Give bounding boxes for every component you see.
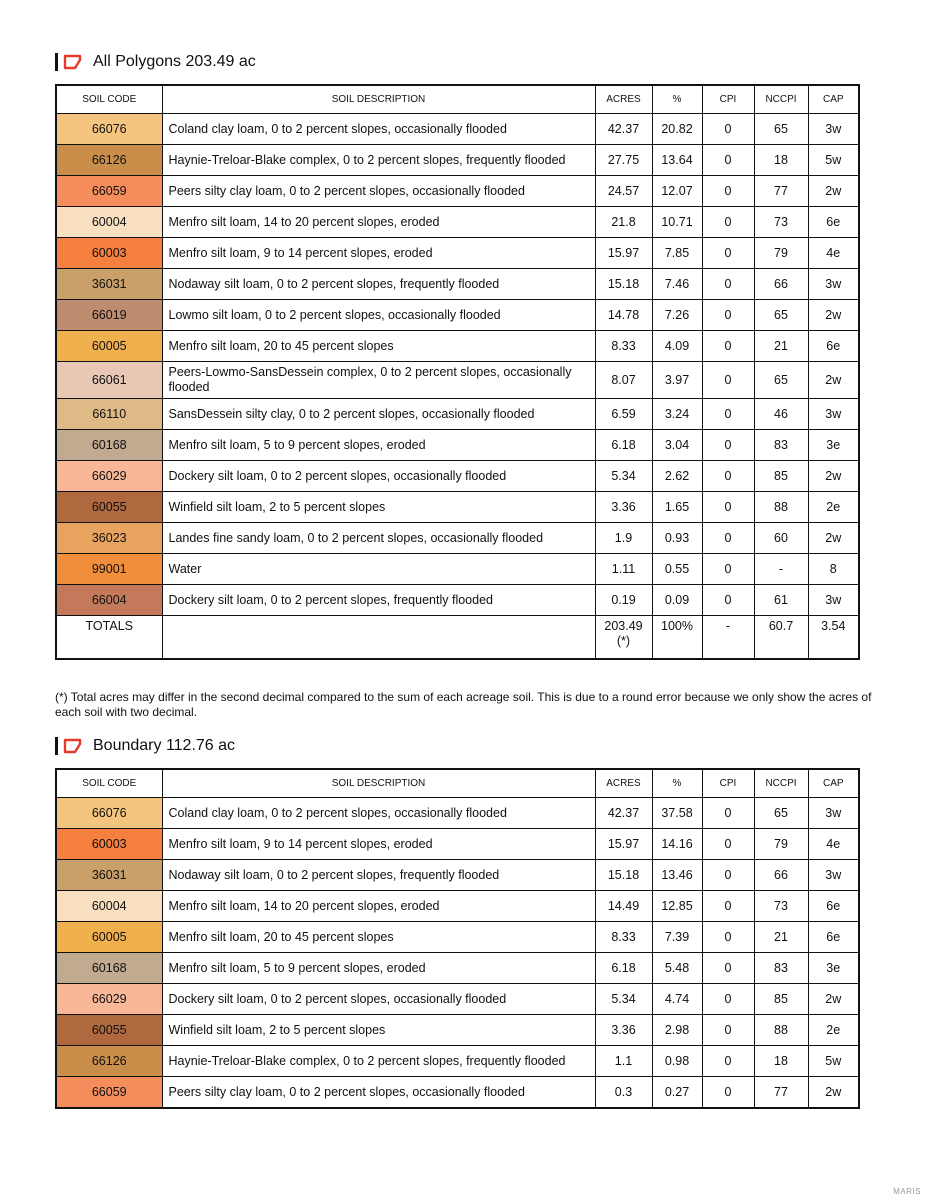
- cpi-cell: 0: [702, 554, 754, 585]
- cap-cell: 6e: [808, 922, 859, 953]
- col-soil-code: SOIL CODE: [56, 85, 162, 114]
- cap-cell: 2w: [808, 461, 859, 492]
- table-row: [56, 176, 859, 207]
- cap-cell: 5w: [808, 1046, 859, 1077]
- nccpi-cell: 79: [754, 238, 808, 269]
- table-row: [56, 984, 859, 1015]
- table-row: [56, 114, 859, 145]
- col-soil-description: SOIL DESCRIPTION: [162, 85, 595, 114]
- acres-cell: 15.97: [595, 238, 652, 269]
- percent-cell: 0.27: [652, 1077, 702, 1109]
- cap-cell: 2w: [808, 984, 859, 1015]
- acres-cell: 6.18: [595, 430, 652, 461]
- cap-cell: 3w: [808, 399, 859, 430]
- table-row: [56, 461, 859, 492]
- soil-code-cell: 66004: [56, 585, 162, 616]
- acres-cell: 1.11: [595, 554, 652, 585]
- col-cpi: CPI: [702, 85, 754, 114]
- cap-cell: 3w: [808, 269, 859, 300]
- acres-cell: 24.57: [595, 176, 652, 207]
- table-row: [56, 145, 859, 176]
- percent-cell: 13.46: [652, 860, 702, 891]
- percent-cell: 3.24: [652, 399, 702, 430]
- percent-cell: 4.74: [652, 984, 702, 1015]
- cpi-cell: 0: [702, 1077, 754, 1109]
- totals-cpi: -: [702, 616, 754, 660]
- soil-code-cell: 36023: [56, 523, 162, 554]
- soil-code-cell: 66059: [56, 1077, 162, 1109]
- cap-cell: 2w: [808, 1077, 859, 1109]
- cpi-cell: 0: [702, 523, 754, 554]
- header-bar: [55, 737, 58, 755]
- acres-cell: 14.49: [595, 891, 652, 922]
- soil-code-cell: 60168: [56, 953, 162, 984]
- nccpi-cell: 77: [754, 176, 808, 207]
- soil-code-cell: 66110: [56, 399, 162, 430]
- percent-cell: 14.16: [652, 829, 702, 860]
- cpi-cell: 0: [702, 984, 754, 1015]
- col-nccpi: NCCPI: [754, 769, 808, 798]
- percent-cell: 0.98: [652, 1046, 702, 1077]
- nccpi-cell: 73: [754, 207, 808, 238]
- soil-description-cell: Peers-Lowmo-SansDessein complex, 0 to 2 percent slopes, occasionally flooded: [162, 362, 595, 399]
- soil-code-cell: 60005: [56, 922, 162, 953]
- acres-cell: 42.37: [595, 114, 652, 145]
- cpi-cell: 0: [702, 362, 754, 399]
- percent-cell: 7.26: [652, 300, 702, 331]
- table-header-row: [56, 85, 859, 114]
- nccpi-cell: 83: [754, 430, 808, 461]
- acres-cell: 6.18: [595, 953, 652, 984]
- table-row: [56, 523, 859, 554]
- soil-code-cell: 60168: [56, 430, 162, 461]
- soil-description-cell: Menfro silt loam, 20 to 45 percent slopes: [162, 922, 595, 953]
- nccpi-cell: 65: [754, 300, 808, 331]
- nccpi-cell: 79: [754, 829, 808, 860]
- totals-pct: 100%: [652, 616, 702, 660]
- soil-description-cell: Water: [162, 554, 595, 585]
- table-row: [56, 922, 859, 953]
- nccpi-cell: 60: [754, 523, 808, 554]
- cpi-cell: 0: [702, 300, 754, 331]
- soil-code-cell: 66126: [56, 145, 162, 176]
- acres-cell: 6.59: [595, 399, 652, 430]
- nccpi-cell: 83: [754, 953, 808, 984]
- soil-code-cell: 60005: [56, 331, 162, 362]
- cap-cell: 3e: [808, 430, 859, 461]
- soil-code-cell: 66126: [56, 1046, 162, 1077]
- cap-cell: 3w: [808, 798, 859, 829]
- percent-cell: 4.09: [652, 331, 702, 362]
- soil-description-cell: Haynie-Treloar-Blake complex, 0 to 2 percent slopes, frequently flooded: [162, 1046, 595, 1077]
- cap-cell: 3e: [808, 953, 859, 984]
- cpi-cell: 0: [702, 269, 754, 300]
- percent-cell: 12.85: [652, 891, 702, 922]
- cpi-cell: 0: [702, 461, 754, 492]
- table-row: [56, 300, 859, 331]
- footnote: (*) Total acres may differ in the second decimal compared to the sum of each acreage soil. This is due to a round error because we only show the acres of each soil with two decimal.: [55, 690, 872, 719]
- table-row: [56, 1015, 859, 1046]
- col-cpi: CPI: [702, 769, 754, 798]
- cap-cell: 4e: [808, 238, 859, 269]
- cpi-cell: 0: [702, 399, 754, 430]
- cpi-cell: 0: [702, 145, 754, 176]
- col-cap: CAP: [808, 85, 859, 114]
- totals-desc: [162, 616, 595, 660]
- soil-code-cell: 36031: [56, 269, 162, 300]
- acres-cell: 8.33: [595, 331, 652, 362]
- nccpi-cell: 21: [754, 922, 808, 953]
- nccpi-cell: 65: [754, 114, 808, 145]
- soil-description-cell: Menfro silt loam, 14 to 20 percent slopes, eroded: [162, 891, 595, 922]
- cpi-cell: 0: [702, 238, 754, 269]
- soil-description-cell: Menfro silt loam, 9 to 14 percent slopes, eroded: [162, 238, 595, 269]
- totals-row: [56, 616, 859, 660]
- cap-cell: 5w: [808, 145, 859, 176]
- soil-description-cell: Menfro silt loam, 5 to 9 percent slopes, eroded: [162, 430, 595, 461]
- cap-cell: 2w: [808, 176, 859, 207]
- cap-cell: 6e: [808, 891, 859, 922]
- table-row: [56, 798, 859, 829]
- soil-code-cell: 60003: [56, 829, 162, 860]
- soil-code-cell: 66029: [56, 984, 162, 1015]
- soil-description-cell: Landes fine sandy loam, 0 to 2 percent slopes, occasionally flooded: [162, 523, 595, 554]
- nccpi-cell: 65: [754, 362, 808, 399]
- table-header-row: [56, 769, 859, 798]
- cap-cell: 3w: [808, 585, 859, 616]
- table-row: [56, 331, 859, 362]
- nccpi-cell: 77: [754, 1077, 808, 1109]
- soil-description-cell: Dockery silt loam, 0 to 2 percent slopes, frequently flooded: [162, 585, 595, 616]
- soil-description-cell: Dockery silt loam, 0 to 2 percent slopes, occasionally flooded: [162, 984, 595, 1015]
- col-percent: %: [652, 85, 702, 114]
- acres-cell: 27.75: [595, 145, 652, 176]
- soil-description-cell: Dockery silt loam, 0 to 2 percent slopes, occasionally flooded: [162, 461, 595, 492]
- all-polygons-table: [55, 84, 860, 660]
- acres-cell: 1.9: [595, 523, 652, 554]
- soil-code-cell: 60055: [56, 492, 162, 523]
- table-row: [56, 492, 859, 523]
- soil-description-cell: SansDessein silty clay, 0 to 2 percent slopes, occasionally flooded: [162, 399, 595, 430]
- nccpi-cell: 85: [754, 984, 808, 1015]
- acres-cell: 15.18: [595, 860, 652, 891]
- acres-cell: 21.8: [595, 207, 652, 238]
- totals-acres: 203.49(*): [595, 616, 652, 660]
- cap-cell: 3w: [808, 114, 859, 145]
- soil-code-cell: 99001: [56, 554, 162, 585]
- table-row: [56, 860, 859, 891]
- col-cap: CAP: [808, 769, 859, 798]
- soil-code-cell: 60003: [56, 238, 162, 269]
- percent-cell: 13.64: [652, 145, 702, 176]
- cpi-cell: 0: [702, 1015, 754, 1046]
- percent-cell: 0.09: [652, 585, 702, 616]
- cap-cell: 3w: [808, 860, 859, 891]
- acres-cell: 42.37: [595, 798, 652, 829]
- table-row: [56, 554, 859, 585]
- cap-cell: 2e: [808, 1015, 859, 1046]
- percent-cell: 7.85: [652, 238, 702, 269]
- cap-cell: 8: [808, 554, 859, 585]
- nccpi-cell: 18: [754, 145, 808, 176]
- cpi-cell: 0: [702, 114, 754, 145]
- acres-cell: 0.19: [595, 585, 652, 616]
- nccpi-cell: 85: [754, 461, 808, 492]
- soil-code-cell: 60055: [56, 1015, 162, 1046]
- soil-code-cell: 66061: [56, 362, 162, 399]
- percent-cell: 1.65: [652, 492, 702, 523]
- cap-cell: 2w: [808, 523, 859, 554]
- cpi-cell: 0: [702, 331, 754, 362]
- boundary-header: [55, 733, 235, 759]
- watermark: MARIS: [893, 1187, 921, 1196]
- cpi-cell: 0: [702, 492, 754, 523]
- acres-cell: 5.34: [595, 461, 652, 492]
- boundary-title: Boundary 112.76 ac: [93, 737, 236, 754]
- percent-cell: 12.07: [652, 176, 702, 207]
- nccpi-cell: 46: [754, 399, 808, 430]
- cpi-cell: 0: [702, 585, 754, 616]
- acres-cell: 1.1: [595, 1046, 652, 1077]
- table-row: [56, 430, 859, 461]
- cpi-cell: 0: [702, 176, 754, 207]
- nccpi-cell: 61: [754, 585, 808, 616]
- soil-description-cell: Lowmo silt loam, 0 to 2 percent slopes, occasionally flooded: [162, 300, 595, 331]
- percent-cell: 7.39: [652, 922, 702, 953]
- polygon-icon: [63, 54, 83, 70]
- totals-label: TOTALS: [56, 616, 162, 660]
- percent-cell: 3.04: [652, 430, 702, 461]
- cpi-cell: 0: [702, 207, 754, 238]
- acres-cell: 14.78: [595, 300, 652, 331]
- cap-cell: 6e: [808, 331, 859, 362]
- nccpi-cell: 88: [754, 492, 808, 523]
- cpi-cell: 0: [702, 953, 754, 984]
- soil-description-cell: Menfro silt loam, 9 to 14 percent slopes, eroded: [162, 829, 595, 860]
- soil-code-cell: 60004: [56, 207, 162, 238]
- nccpi-cell: 73: [754, 891, 808, 922]
- col-nccpi: NCCPI: [754, 85, 808, 114]
- table-row: [56, 829, 859, 860]
- table-row: [56, 207, 859, 238]
- soil-description-cell: Coland clay loam, 0 to 2 percent slopes, occasionally flooded: [162, 114, 595, 145]
- table-row: [56, 362, 859, 399]
- table-row: [56, 238, 859, 269]
- nccpi-cell: 66: [754, 269, 808, 300]
- totals-nccpi: 60.7: [754, 616, 808, 660]
- cap-cell: 2e: [808, 492, 859, 523]
- table-row: [56, 399, 859, 430]
- nccpi-cell: 88: [754, 1015, 808, 1046]
- soil-description-cell: Menfro silt loam, 5 to 9 percent slopes, eroded: [162, 953, 595, 984]
- polygon-icon: [63, 738, 83, 754]
- soil-description-cell: Peers silty clay loam, 0 to 2 percent slopes, occasionally flooded: [162, 1077, 595, 1109]
- all-polygons-title: All Polygons 203.49 ac: [93, 53, 256, 70]
- table-row: [56, 891, 859, 922]
- cap-cell: 6e: [808, 207, 859, 238]
- percent-cell: 3.97: [652, 362, 702, 399]
- percent-cell: 20.82: [652, 114, 702, 145]
- col-soil-description: SOIL DESCRIPTION: [162, 769, 595, 798]
- cap-cell: 2w: [808, 362, 859, 399]
- cap-cell: 4e: [808, 829, 859, 860]
- soil-description-cell: Winfield silt loam, 2 to 5 percent slopes: [162, 492, 595, 523]
- cap-cell: 2w: [808, 300, 859, 331]
- col-soil-code: SOIL CODE: [56, 769, 162, 798]
- soil-description-cell: Menfro silt loam, 20 to 45 percent slopes: [162, 331, 595, 362]
- soil-description-cell: Coland clay loam, 0 to 2 percent slopes, occasionally flooded: [162, 798, 595, 829]
- percent-cell: 7.46: [652, 269, 702, 300]
- soil-code-cell: 66076: [56, 798, 162, 829]
- acres-cell: 5.34: [595, 984, 652, 1015]
- cpi-cell: 0: [702, 798, 754, 829]
- cpi-cell: 0: [702, 829, 754, 860]
- percent-cell: 2.98: [652, 1015, 702, 1046]
- soil-description-cell: Winfield silt loam, 2 to 5 percent slopes: [162, 1015, 595, 1046]
- cpi-cell: 0: [702, 860, 754, 891]
- cpi-cell: 0: [702, 922, 754, 953]
- col-percent: %: [652, 769, 702, 798]
- soil-code-cell: 66059: [56, 176, 162, 207]
- nccpi-cell: 66: [754, 860, 808, 891]
- acres-cell: 15.97: [595, 829, 652, 860]
- totals-cap: 3.54: [808, 616, 859, 660]
- nccpi-cell: 21: [754, 331, 808, 362]
- soil-description-cell: Nodaway silt loam, 0 to 2 percent slopes, frequently flooded: [162, 269, 595, 300]
- percent-cell: 2.62: [652, 461, 702, 492]
- soil-code-cell: 66076: [56, 114, 162, 145]
- acres-cell: 15.18: [595, 269, 652, 300]
- soil-description-cell: Peers silty clay loam, 0 to 2 percent slopes, occasionally flooded: [162, 176, 595, 207]
- soil-description-cell: Nodaway silt loam, 0 to 2 percent slopes, frequently flooded: [162, 860, 595, 891]
- nccpi-cell: 18: [754, 1046, 808, 1077]
- acres-cell: 8.07: [595, 362, 652, 399]
- boundary-table: [55, 768, 860, 1109]
- acres-cell: 0.3: [595, 1077, 652, 1109]
- table-row: [56, 1046, 859, 1077]
- soil-code-cell: 66029: [56, 461, 162, 492]
- table-row: [56, 585, 859, 616]
- col-acres: ACRES: [595, 85, 652, 114]
- percent-cell: 0.93: [652, 523, 702, 554]
- all-polygons-header: [55, 49, 256, 75]
- table-row: [56, 269, 859, 300]
- percent-cell: 5.48: [652, 953, 702, 984]
- table-row: [56, 953, 859, 984]
- table-row: [56, 1077, 859, 1109]
- acres-cell: 3.36: [595, 492, 652, 523]
- percent-cell: 0.55: [652, 554, 702, 585]
- cpi-cell: 0: [702, 1046, 754, 1077]
- nccpi-cell: -: [754, 554, 808, 585]
- nccpi-cell: 65: [754, 798, 808, 829]
- header-bar: [55, 53, 58, 71]
- soil-description-cell: Haynie-Treloar-Blake complex, 0 to 2 percent slopes, frequently flooded: [162, 145, 595, 176]
- cpi-cell: 0: [702, 891, 754, 922]
- acres-cell: 8.33: [595, 922, 652, 953]
- soil-code-cell: 60004: [56, 891, 162, 922]
- acres-cell: 3.36: [595, 1015, 652, 1046]
- soil-code-cell: 66019: [56, 300, 162, 331]
- percent-cell: 10.71: [652, 207, 702, 238]
- soil-description-cell: Menfro silt loam, 14 to 20 percent slopes, eroded: [162, 207, 595, 238]
- soil-code-cell: 36031: [56, 860, 162, 891]
- cpi-cell: 0: [702, 430, 754, 461]
- percent-cell: 37.58: [652, 798, 702, 829]
- col-acres: ACRES: [595, 769, 652, 798]
